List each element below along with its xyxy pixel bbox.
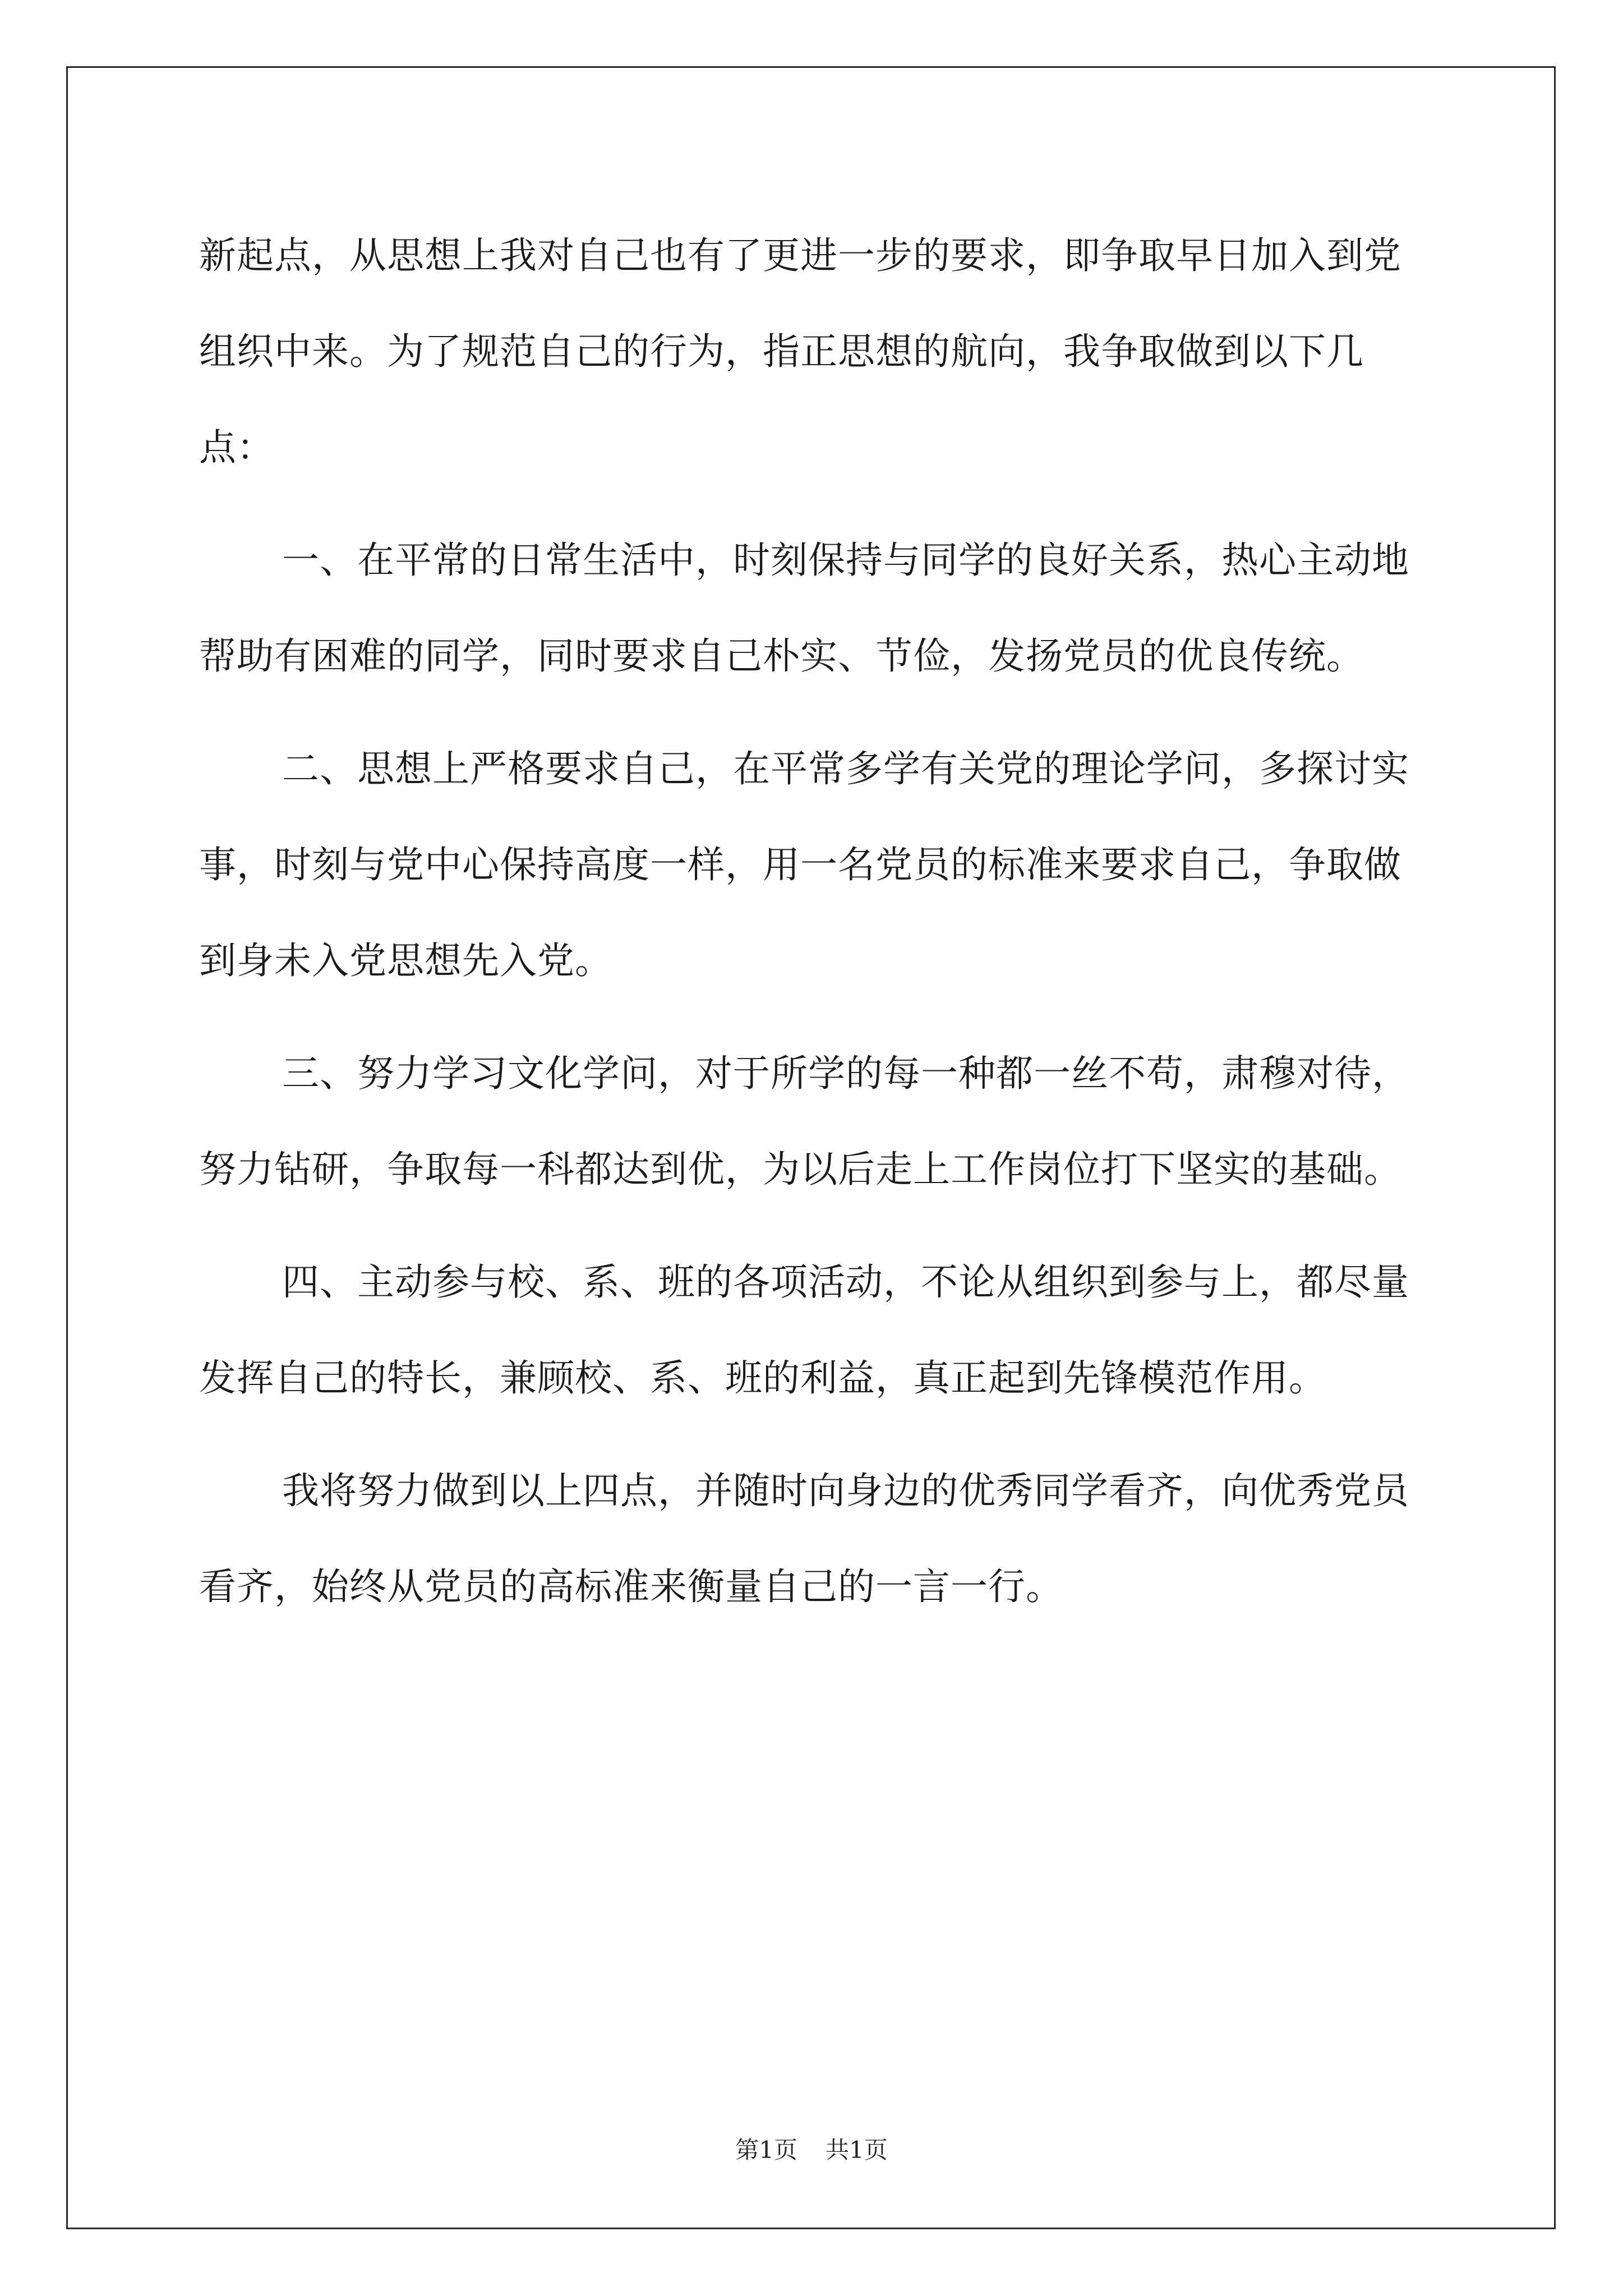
paragraph-point-one: 一、在平常的日常生活中，时刻保持与同学的良好关系，热心主动地帮助有困难的同学，同时要求自己朴实、节俭，发扬党员的优良传统。 xyxy=(199,539,1409,678)
document-body xyxy=(199,208,1438,1651)
paragraph-point-three: 三、努力学习文化学问，对于所学的每一种都一丝不苟，肃穆对待，努力钻研，争取每一科都达到优，为以后走上工作岗位打下坚实的基础。 xyxy=(199,1052,1409,1191)
paragraph-point-four: 四、主动参与校、系、班的各项活动，不论从组织到参与上，都尽量发挥自己的特长，兼顾校、系、班的利益，真正起到先锋模范作用。 xyxy=(199,1260,1409,1400)
page-number-current: 第1页 xyxy=(735,2136,797,2164)
page-number-total: 共1页 xyxy=(826,2136,888,2164)
paragraph-conclusion: 我将努力做到以上四点，并随时向身边的优秀同学看齐，向优秀党员看齐，始终从党员的高标准来衡量自己的一言一行。 xyxy=(199,1469,1409,1608)
paragraph-point-two: 二、思想上严格要求自己，在平常多学有关党的理论学问，多探讨实事，时刻与党中心保持高度一样，用一名党员的标准来要求自己，争取做到身未入党思想先入党。 xyxy=(199,747,1409,982)
page-footer xyxy=(0,2136,1623,2164)
paragraph-intro: 新起点，从思想上我对自己也有了更进一步的要求，即争取早日加入到党组织中来。为了规范自己的行为，指正思想的航向，我争取做到以下几点： xyxy=(199,234,1401,469)
